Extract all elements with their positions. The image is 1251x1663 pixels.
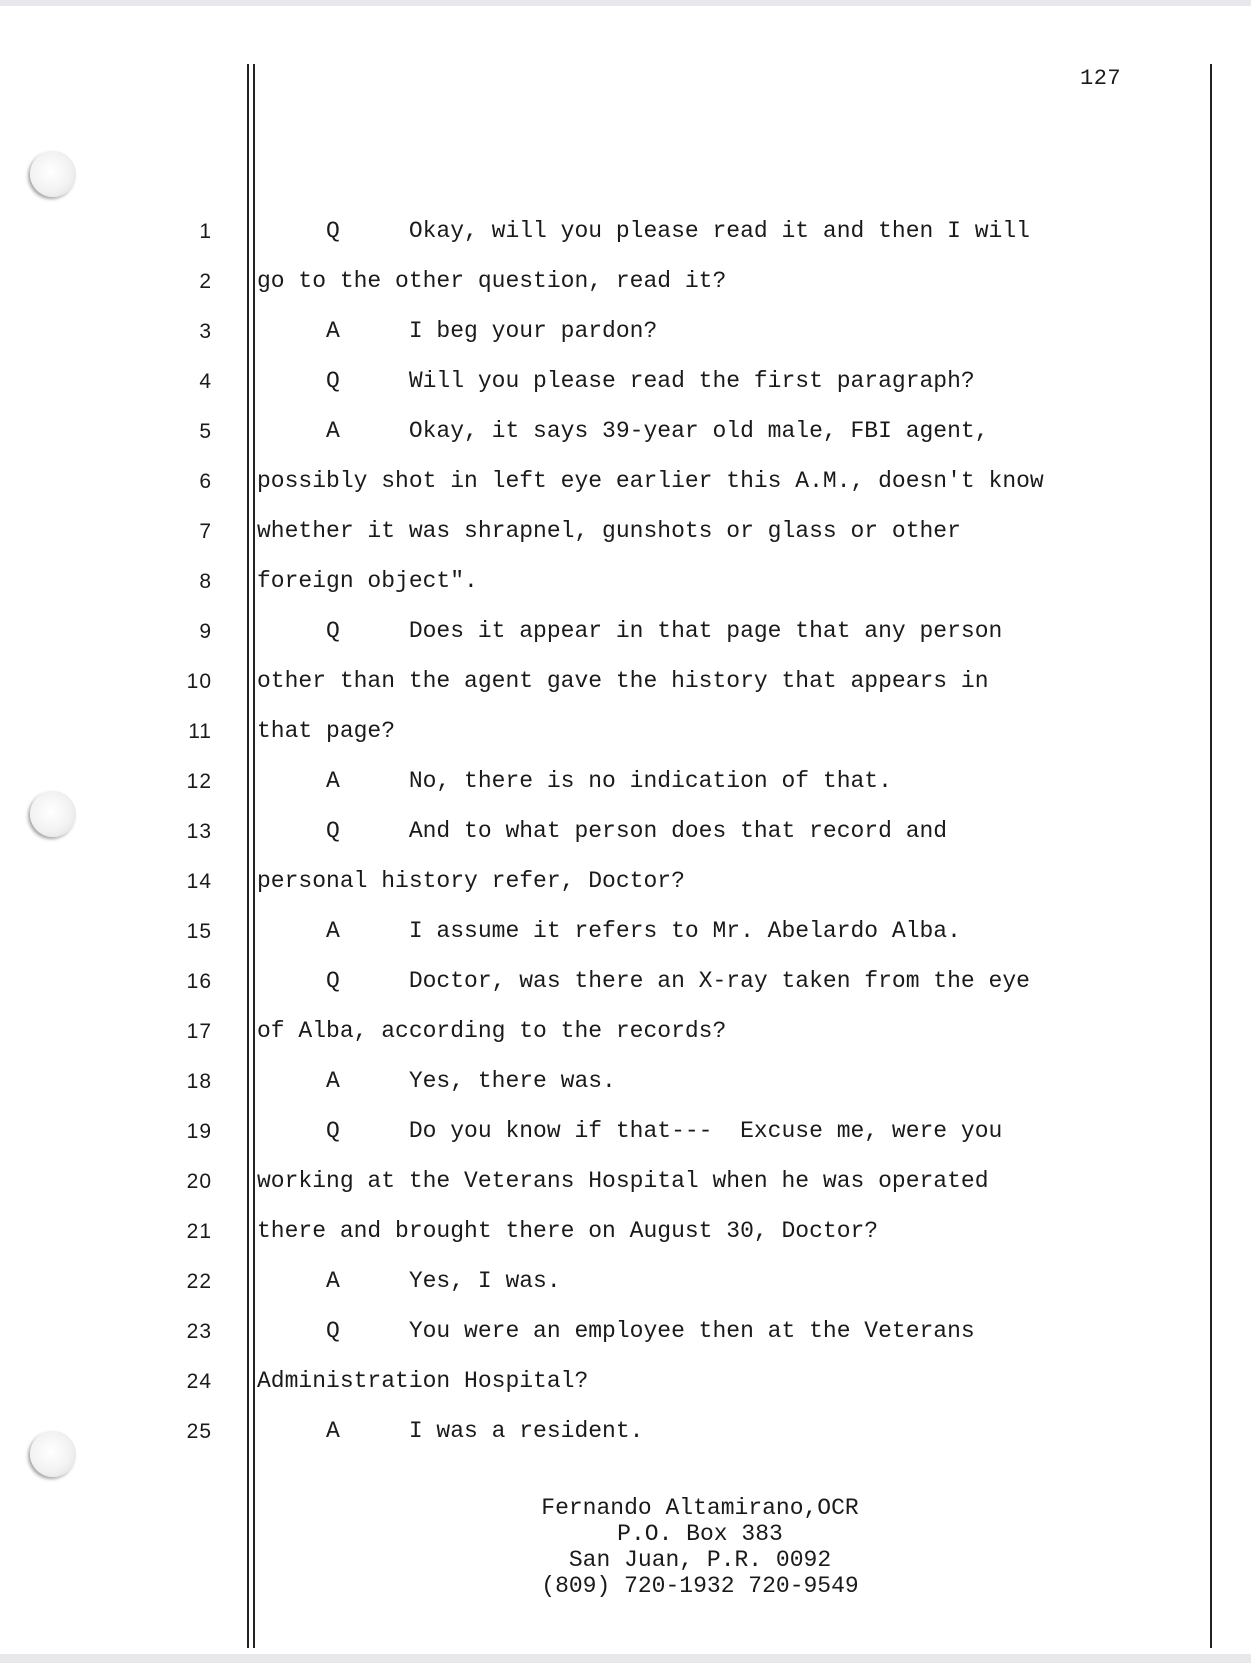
transcript-line: A I assume it refers to Mr. Abelardo Alba. bbox=[257, 918, 961, 944]
transcript-line: go to the other question, read it? bbox=[257, 268, 727, 294]
page-number: 127 bbox=[1080, 66, 1122, 91]
line-number: 19 bbox=[186, 1120, 212, 1143]
line-number: 9 bbox=[199, 620, 212, 643]
page-bottom-edge bbox=[0, 1654, 1251, 1663]
line-number: 25 bbox=[186, 1420, 212, 1443]
binder-hole-middle bbox=[30, 791, 76, 837]
transcript-line: Q Does it appear in that page that any person bbox=[257, 618, 1003, 644]
line-number: 15 bbox=[186, 920, 212, 943]
line-number: 17 bbox=[186, 1020, 212, 1043]
binder-hole-top bbox=[30, 151, 76, 197]
transcript-line: A Yes, there was. bbox=[257, 1068, 616, 1094]
transcript-line: A No, there is no indication of that. bbox=[257, 768, 892, 794]
line-number: 24 bbox=[186, 1370, 212, 1393]
transcript-line: Q Doctor, was there an X-ray taken from the eye bbox=[257, 968, 1030, 994]
transcript-line: Q Okay, will you please read it and then I will bbox=[257, 218, 1030, 244]
right-margin-rule bbox=[1210, 64, 1212, 1648]
transcript-line: Q Will you please read the first paragraph? bbox=[257, 368, 975, 394]
reporter-po-box: P.O. Box 383 bbox=[617, 1521, 783, 1547]
page-top-edge bbox=[0, 0, 1251, 6]
transcript-line: whether it was shrapnel, gunshots or glass or other bbox=[257, 518, 961, 544]
transcript-line: Administration Hospital? bbox=[257, 1368, 589, 1394]
reporter-phone: (809) 720-1932 720-9549 bbox=[541, 1573, 859, 1599]
transcript-line: that page? bbox=[257, 718, 396, 744]
line-number: 5 bbox=[199, 420, 212, 443]
transcript-line: other than the agent gave the history that appears in bbox=[257, 668, 989, 694]
line-number: 8 bbox=[199, 570, 212, 593]
left-margin-rule-outer bbox=[247, 64, 249, 1648]
line-number: 6 bbox=[199, 470, 212, 493]
reporter-name: Fernando Altamirano,OCR bbox=[541, 1495, 859, 1521]
transcript-line: working at the Veterans Hospital when he was operated bbox=[257, 1168, 989, 1194]
line-number: 1 bbox=[199, 220, 212, 243]
transcript-line: possibly shot in left eye earlier this A.M., doesn't know bbox=[257, 468, 1044, 494]
transcript-line: personal history refer, Doctor? bbox=[257, 868, 685, 894]
line-number: 16 bbox=[186, 970, 212, 993]
transcript-line: Q Do you know if that--- Excuse me, were you bbox=[257, 1118, 1003, 1144]
transcript-line: A Yes, I was. bbox=[257, 1268, 561, 1294]
transcript-line: A I was a resident. bbox=[257, 1418, 644, 1444]
transcript-line: of Alba, according to the records? bbox=[257, 1018, 727, 1044]
line-number: 18 bbox=[186, 1070, 212, 1093]
line-number: 20 bbox=[186, 1170, 212, 1193]
transcript-line: A Okay, it says 39-year old male, FBI agent, bbox=[257, 418, 989, 444]
reporter-footer bbox=[430, 1495, 970, 1599]
line-number: 13 bbox=[186, 820, 212, 843]
line-number: 7 bbox=[199, 520, 212, 543]
line-number: 2 bbox=[199, 270, 212, 293]
line-number: 10 bbox=[186, 670, 212, 693]
left-margin-rule-inner bbox=[253, 64, 255, 1648]
line-number: 21 bbox=[186, 1220, 212, 1243]
transcript-line: A I beg your pardon? bbox=[257, 318, 658, 344]
reporter-city: San Juan, P.R. 0092 bbox=[568, 1547, 832, 1573]
line-number: 22 bbox=[186, 1270, 212, 1293]
transcript-line: Q And to what person does that record and bbox=[257, 818, 948, 844]
line-number: 14 bbox=[186, 870, 212, 893]
line-number: 12 bbox=[186, 770, 212, 793]
line-number: 4 bbox=[199, 370, 212, 393]
binder-hole-bottom bbox=[30, 1431, 76, 1477]
transcript-line: there and brought there on August 30, Doctor? bbox=[257, 1218, 879, 1244]
line-number: 3 bbox=[199, 320, 212, 343]
line-number: 11 bbox=[188, 720, 212, 743]
line-number: 23 bbox=[186, 1320, 212, 1343]
transcript-line: Q You were an employee then at the Veterans bbox=[257, 1318, 975, 1344]
transcript-line: foreign object". bbox=[257, 568, 478, 594]
